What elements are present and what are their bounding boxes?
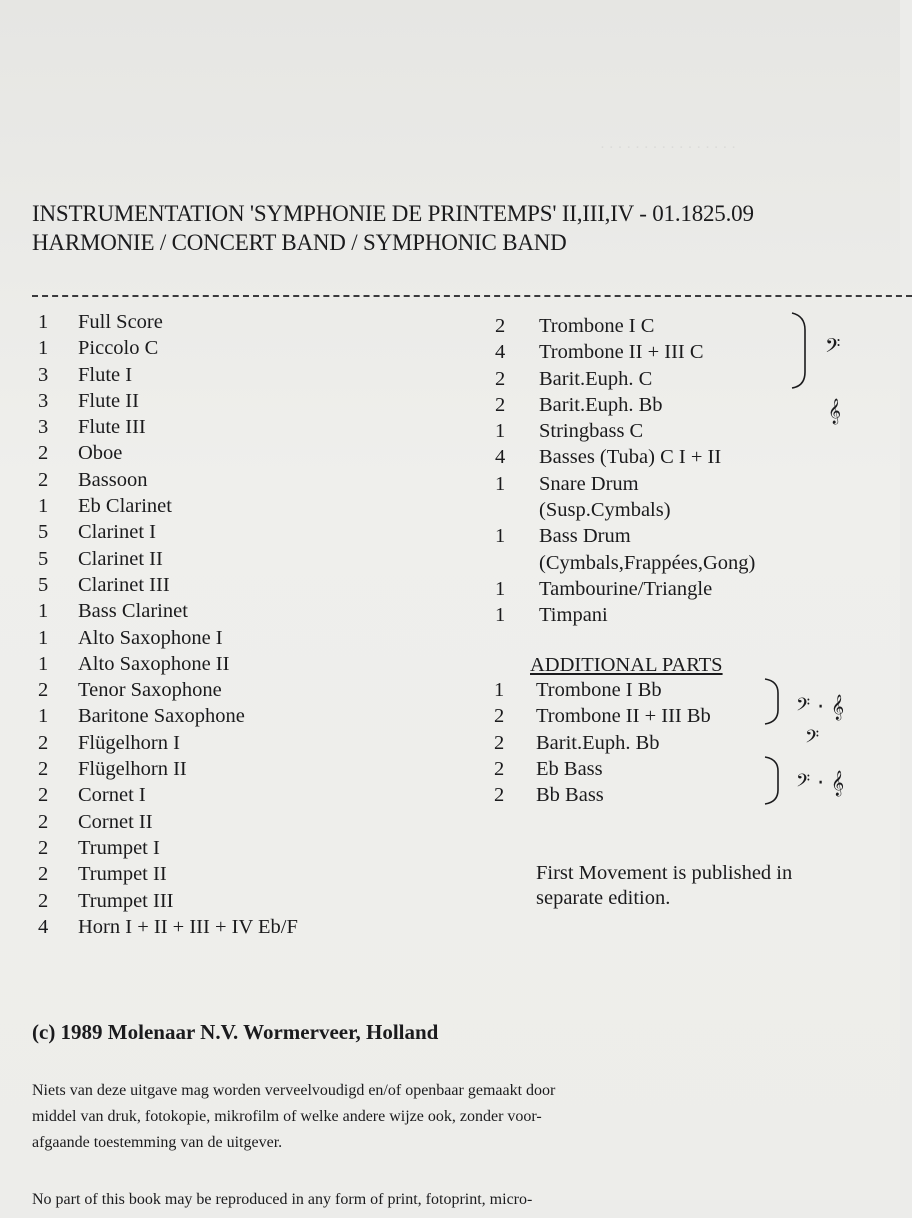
copyright: (c) 1989 Molenaar N.V. Wormerveer, Holland (32, 1020, 439, 1044)
bracket-additional-trombone (765, 679, 778, 724)
bracket-trombone-c (792, 313, 805, 388)
bass-clef-icon: 𝄢 (825, 334, 841, 362)
legal-line: middel van druk, fotokopie, mikrofilm of welke andere wijze ook, zonder voor- (32, 1108, 542, 1125)
bleed-through-text: · · · · · · · · · · · · · · · · (600, 140, 737, 156)
page-subtitle: HARMONIE / CONCERT BAND / SYMPHONIC BAND (32, 230, 567, 255)
bass-treble-clef-icon: 𝄢 · 𝄞 (796, 695, 845, 720)
legal-line: afgaande toestemming van de uitgever. (32, 1134, 283, 1151)
bracket-additional-bass (765, 757, 778, 804)
edition-note: First Movement is published in separate edition. (536, 862, 793, 909)
legal-notice (32, 1078, 555, 1156)
bass-clef-icon: 𝄢 (805, 727, 820, 752)
additional-parts-heading: ADDITIONAL PARTS (530, 654, 723, 676)
document-page: · · · · · · · · · · · · · · · · INSTRUMENTATION 'SYMPHONIE DE PRINTEMPS' II,III,IV - 01.1825.09 HARMONIE / CONCERT BAND / SYMPHONIC BAND 1 Full Score 1 Piccolo C 3 Flute I 3 Flute II 3 Flute III 2 Oboe 2 Bassoon 1 Eb Clarinet 5 Clarinet I 5 Clarinet II 5 Clarinet III 1 Bass Clarinet 1 Alto Saxophone I 1 Alto Saxophone II 2 Tenor Saxophone 1 Baritone Saxophone 2 Flügelhorn I 2 Flügelhorn II 2 Cornet I 2 Cornet II 2 Trumpet I 2 Trumpet II 2 Trumpet III 4 Horn I + II + III + IV Eb/F 2 Trombone I C 4 Trombone II + III C 2 Barit.Euph. C 2 Barit.Euph. Bb 1 Stringbass C 4 Basses (Tuba) C I + II 1 Snare Drum (Susp.Cymbals) 1 Bass Drum (Cymbals,Frappées,Gong) 1 Tambourine/Triangle 1 Timpani ADDITIONAL PARTS 1 Trombone I Bb 2 Trombone II + III Bb 2 Barit.Euph. Bb 2 Eb Bass 2 Bb Bass 𝄢 𝄞 𝄢 · 𝄞 𝄢 𝄢 · 𝄞 First Movement is published in separate edition. (c) 1989 Molenaar N.V. Wormerveer, Holland Niets van deze uitgave mag worden verveelvoudigd en/of openbaar gemaakt door middel van druk, fotokopie, mikrofilm of welke andere wijze ook, zonder voor- afgaande toestemming van de uitgever. No part of this book may be reproduced in any form of print, fotoprint, micro- (0, 0, 900, 1200)
bass-treble-clef-icon: 𝄢 · 𝄞 (796, 771, 845, 796)
page-title: INSTRUMENTATION 'SYMPHONIE DE PRINTEMPS' II,III,IV - 01.1825.09 (32, 201, 754, 226)
legal-line: Niets van deze uitgave mag worden verveelvoudigd en/of openbaar gemaakt door (32, 1082, 556, 1099)
legal-line-cut: No part of this book may be reproduced in any form of print, fotoprint, micro- (32, 1191, 533, 1208)
treble-clef-icon: 𝄞 (828, 399, 842, 424)
